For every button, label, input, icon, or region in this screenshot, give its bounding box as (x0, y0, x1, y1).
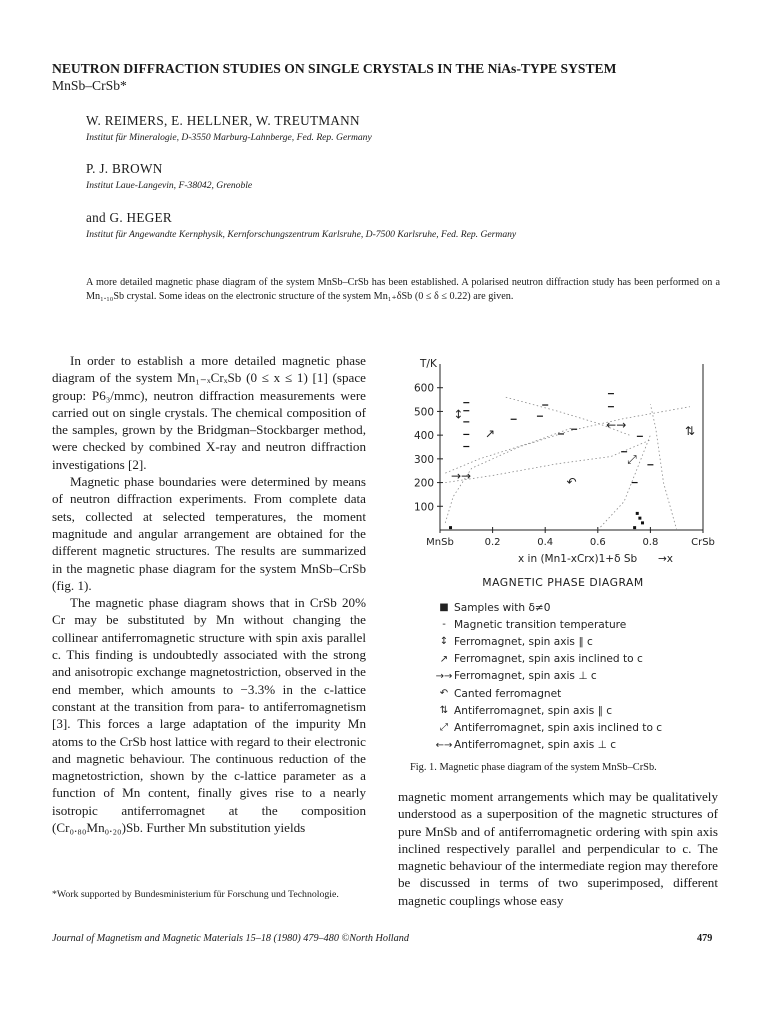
figure-caption: Fig. 1. Magnetic phase diagram of the system MnSb–CrSb. (410, 762, 657, 773)
y-tick-label: 200 (413, 477, 434, 490)
author-affiliation: Institut für Mineralogie, D-3550 Marburg-Lahnberge, Fed. Rep. Germany (86, 132, 372, 143)
x-axis-arrow-label: →x (658, 553, 674, 565)
x-tick-label: 0.2 (484, 537, 501, 548)
legend-label: Canted ferromagnet (454, 687, 562, 700)
author-affiliation: Institut Laue-Langevin, F-38042, Grenoble (86, 180, 253, 191)
paragraph: Magnetic phase boundaries were determined by means of neutron diffraction experiments. From complete data sets, collected at selected temperatures, the moment magnitude and angular arrangement are obtained for the different magnetic structures. The results are summarized in the magnetic phase diagram for the system MnSb–CrSb (fig. 1). (52, 474, 366, 593)
legend-label: Antiferromagnet, spin axis inclined to c (454, 721, 663, 734)
legend-item (434, 651, 734, 668)
y-tick-label: 500 (413, 406, 434, 419)
title-line: NEUTRON DIFFRACTION STUDIES ON SINGLE CRYSTALS IN THE NiAs-TYPE SYSTEM (52, 61, 617, 76)
author-affiliation: Institut für Angewandte Kernphysik, Kernforschungszentrum Karlsruhe, D-7500 Karlsruhe, Fed. Rep. Germany (86, 229, 517, 240)
legend-label: Samples with δ≠0 (454, 601, 551, 614)
antiferro-inclined-icon: ⤢ (440, 722, 448, 734)
phase-boundary-line (445, 440, 650, 483)
legend-label: Ferromagnet, spin axis ⊥ c (454, 670, 597, 683)
author-block-2 (86, 161, 726, 191)
sample-point (449, 526, 452, 529)
ferro-parallel-icon: ↕ (439, 636, 449, 648)
title-subtitle: MnSb–CrSb* (52, 78, 127, 93)
antiferro-parallel-icon: ⇅ (684, 424, 695, 439)
right-column (398, 788, 718, 909)
x-axis-label: x in (Mn1-xCrx)1+δ Sb (518, 553, 638, 565)
footnote: *Work supported by Bundesministerium für Forschung und Technologie. (52, 889, 339, 900)
chart-legend (434, 599, 734, 754)
author-block-3 (86, 210, 746, 240)
sample-point (641, 521, 644, 524)
paragraph: The magnetic phase diagram shows that in CrSb 20% Cr may be substituted by Mn without changing the collinear antiferromagnetic structure with spin axis parallel c. This finding is undoubtedly associated with the strong and anisotropic exchange magnetostriction, observed in the end member, which amounts to −3.3% in the c-lattice constant at the transition from para- to antiferromagnetism [3]. This forces a large adaptation of the impurity Mn atoms to the CrSb host lattice with regard to their electronic and magnetic behaviour. The continuous reduction of the magnetostriction, shown by the c-lattice parameter as a function of Mn content, finally gives rise to a nearly isotropic antiferromagnet at the composition (Cr₀.₈₀Mn₀.₂₀)Sb. Further Mn substitution yields (52, 595, 366, 836)
canted-icon: ↶ (566, 475, 577, 490)
ferro-perp-icon: →→ (435, 670, 453, 682)
sample-point (638, 517, 641, 520)
legend-item (434, 719, 734, 736)
sample-point (636, 512, 639, 515)
antiferro-parallel-icon: ⇅ (439, 705, 449, 717)
x-tick-label: 0.4 (537, 537, 554, 548)
legend-label: Ferromagnet, spin axis ∥ c (454, 635, 593, 648)
chart-title: MAGNETIC PHASE DIAGRAM (482, 576, 644, 589)
y-tick-label: 600 (413, 382, 434, 395)
legend-label: Antiferromagnet, spin axis ⊥ c (454, 739, 617, 752)
ferro-parallel-icon: ↕ (453, 407, 464, 422)
y-tick-label: 300 (413, 453, 434, 466)
ferro-inclined-icon: ↗ (484, 426, 496, 441)
article-title (52, 60, 732, 94)
legend-label: Ferromagnet, spin axis inclined to c (454, 653, 643, 666)
legend-item (434, 599, 734, 616)
legend-item (434, 685, 734, 702)
sample-point (633, 526, 636, 529)
left-column (52, 352, 366, 836)
author-names: and G. HEGER (86, 210, 173, 225)
author-names: W. REIMERS, E. HELLNER, W. TREUTMANN (86, 113, 360, 128)
legend-item (434, 633, 734, 650)
x-tick-label: 0.6 (589, 537, 606, 548)
antiferro-perp-icon: ←→ (606, 418, 627, 433)
author-block-1 (86, 113, 726, 143)
phase-boundary-line (598, 435, 651, 530)
ferro-perp-icon: →→ (450, 469, 472, 484)
legend-label: Antiferromagnet, spin axis ∥ c (454, 704, 613, 717)
phase-boundary-line (650, 404, 676, 530)
page-number: 479 (697, 933, 713, 944)
legend-item (434, 616, 734, 633)
canted-icon: ↶ (439, 688, 449, 700)
transition-dash-icon: - (442, 619, 446, 631)
legend-label: Magnetic transition temperature (454, 618, 627, 631)
sample-icon: ■ (439, 602, 449, 614)
legend-item (434, 737, 734, 754)
paragraph: In order to establish a more detailed magnetic phase diagram of the system Mn₁₋ₓCrₓSb (0 ≤ x ≤ 1) [1] (space group: P6₃/mmc), neutron diffraction measurements were carried out on single crystals. The chemical composition of the samples, grown by the Bridgman–Stockbarger method, were checked by combined X-ray and neutron diffraction investigations [2]. (52, 353, 366, 472)
x-tick-label: 0.8 (642, 537, 659, 548)
abstract: A more detailed magnetic phase diagram of the system MnSb–CrSb has been established. A polarised neutron diffraction study has been performed on a Mn₁.₁₀Sb crystal. Some ideas on the electronic structure of the system Mn₁₊δSb (0 ≤ δ ≤ 0.22) are given. (86, 277, 720, 303)
ferro-inclined-icon: ↗ (439, 653, 449, 665)
y-tick-label: 400 (413, 430, 434, 443)
legend-item (434, 668, 734, 685)
journal-footer: Journal of Magnetism and Magnetic Materials 15–18 (1980) 479–480 ©North Holland (52, 933, 409, 944)
chart-plot (414, 358, 715, 565)
legend-item (434, 702, 734, 719)
y-axis-label: T/K (420, 358, 437, 370)
phase-diagram-figure (398, 350, 728, 600)
paragraph: magnetic moment arrangements which may be qualitatively understood as a superposition of the magnetic structures of pure MnSb and of antiferromagnetic ordering with spin axis inclined respectively parallel and perpendicular to c. The magnetic behaviour of the intermediate region may therefore be discussed in terms of two superimposed, different magnetic couplings whose easy (398, 789, 718, 908)
y-tick-label: 100 (413, 501, 434, 514)
antiferro-perp-icon: ←→ (435, 739, 453, 751)
x-tick-label: CrSb (691, 537, 715, 548)
antiferro-inclined-icon: ⤢ (627, 452, 637, 467)
x-tick-label: MnSb (426, 537, 454, 548)
author-names: P. J. BROWN (86, 161, 163, 176)
